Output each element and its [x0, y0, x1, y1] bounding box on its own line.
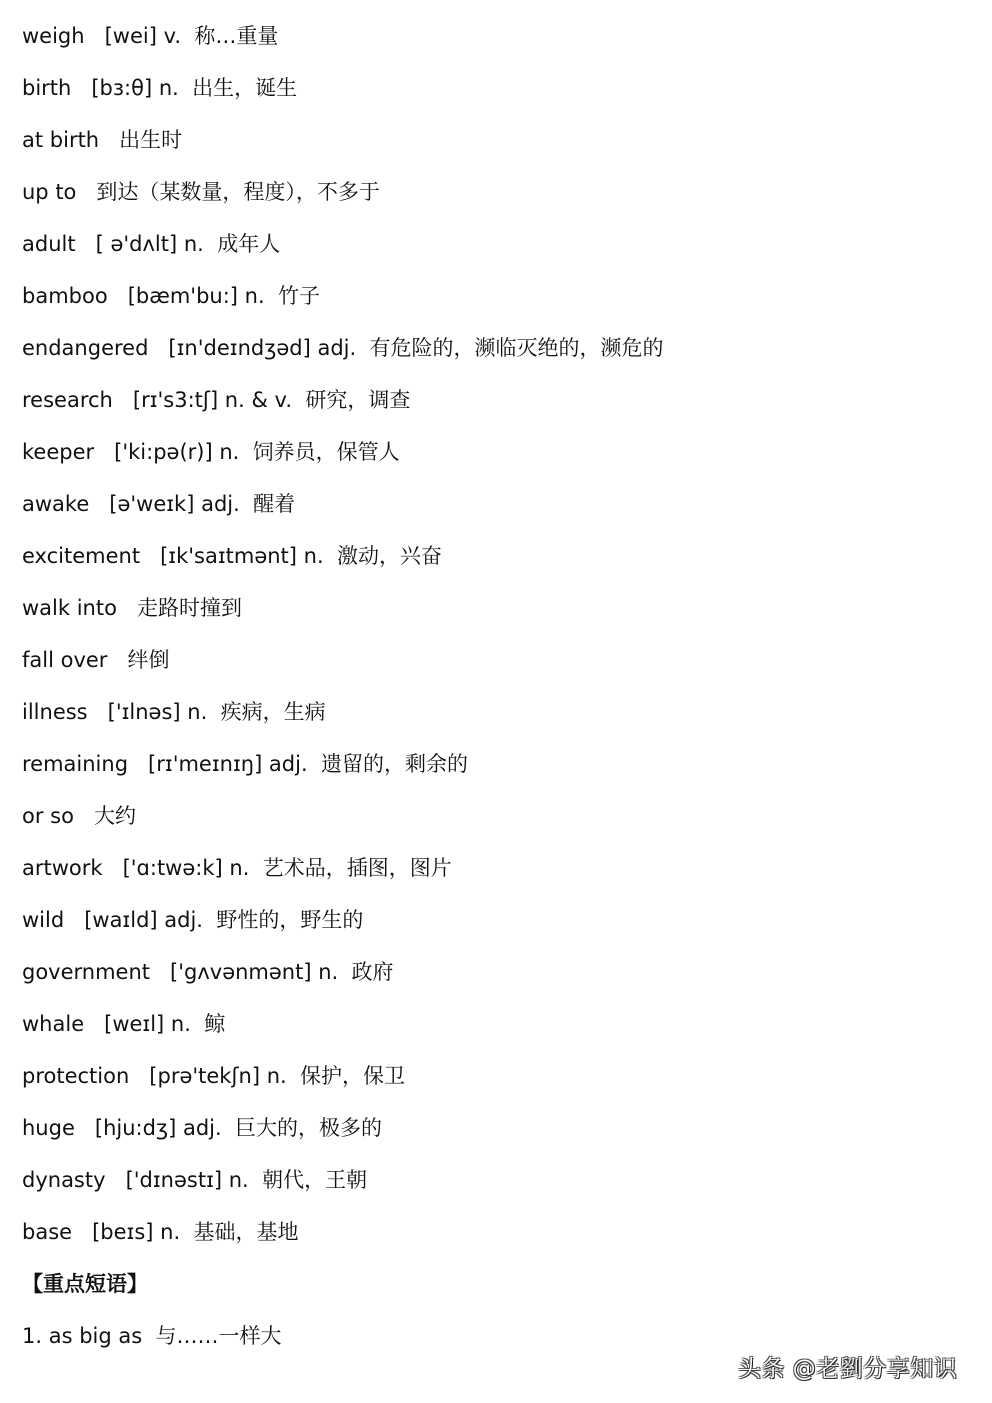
vocab-entry: dynasty ['dɪnəstɪ] n. 朝代，王朝: [22, 1168, 368, 1192]
section-heading: 【重点短语】: [22, 1272, 148, 1296]
vocab-entry: protection [prə'tekʃn] n. 保护，保卫: [22, 1064, 406, 1088]
watermark: 头条 @老劉分享知识: [738, 1356, 958, 1382]
vocab-entry: wild [waɪld] adj. 野性的，野生的: [22, 908, 364, 932]
vocab-entry: government ['gʌvənmənt] n. 政府: [22, 960, 394, 984]
vocab-entry: awake [ə'weɪk] adj. 醒着: [22, 492, 296, 516]
vocab-entry: research [rɪ's3:tʃ] n. & v. 研究，调查: [22, 388, 411, 412]
vocab-entry: walk into 走路时撞到: [22, 596, 242, 620]
vocab-entry: bamboo [bæm'bu:] n. 竹子: [22, 284, 320, 308]
vocab-entry: birth [bɜ:θ] n. 出生，诞生: [22, 76, 298, 100]
vocab-entry: keeper ['ki:pə(r)] n. 饲养员，保管人: [22, 440, 400, 464]
vocab-entry: huge [hju:dʒ] adj. 巨大的，极多的: [22, 1116, 383, 1140]
vocab-entry: up to 到达（某数量，程度），不多于: [22, 180, 380, 204]
vocab-entry: at birth 出生时: [22, 128, 183, 152]
vocab-entry: or so 大约: [22, 804, 136, 828]
vocab-entry: remaining [rɪ'meɪnɪŋ] adj. 遗留的，剩余的: [22, 752, 468, 776]
vocab-entry: whale [weɪl] n. 鲸: [22, 1012, 226, 1036]
phrase-item: 1. as big as 与……一样大: [22, 1324, 282, 1348]
vocab-entry: excitement [ɪk'saɪtmənt] n. 激动，兴奋: [22, 544, 442, 568]
vocab-entry: base [beɪs] n. 基础，基地: [22, 1220, 299, 1244]
vocab-entry: adult [ ə'dʌlt] n. 成年人: [22, 232, 281, 256]
vocab-entry: artwork ['ɑ:twə:k] n. 艺术品，插图，图片: [22, 856, 452, 880]
vocab-entry: weigh [wei] v. 称…重量: [22, 24, 279, 48]
vocab-entry: fall over 绊倒: [22, 648, 170, 672]
vocab-entry: endangered [ɪn'deɪndʒəd] adj. 有危险的，濒临灭绝的，濒危的: [22, 336, 664, 360]
vocab-entry: illness ['ɪlnəs] n. 疾病，生病: [22, 700, 326, 724]
